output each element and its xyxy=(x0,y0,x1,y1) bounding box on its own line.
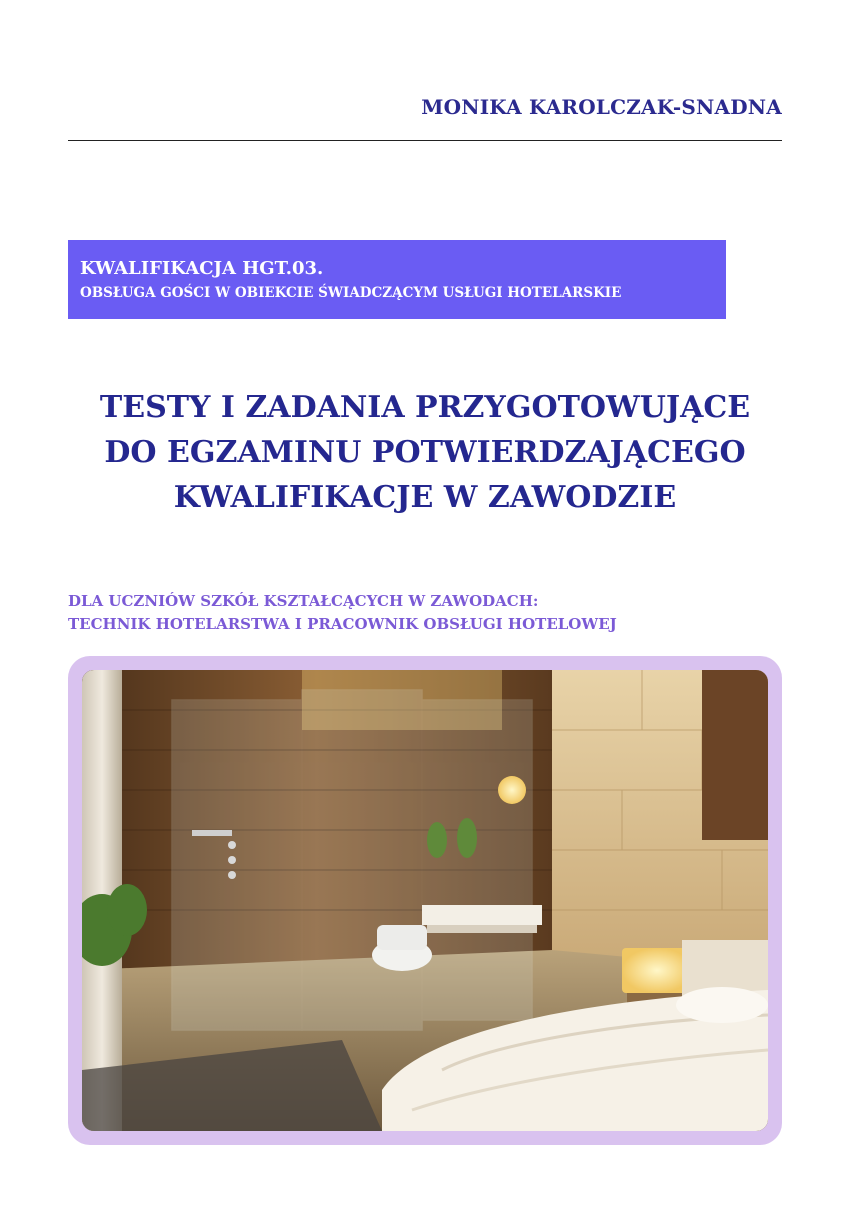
audience-line-1: DLA UCZNIÓW SZKÓŁ KSZTAŁCĄCYCH W ZAWODACH: xyxy=(68,592,539,610)
sink-counter xyxy=(422,905,542,925)
audience-text xyxy=(68,590,782,636)
title-line-2: DO EGZAMINU POTWIERDZAJĄCEGO xyxy=(104,435,746,470)
author-name: MONIKA KAROLCZAK-SNADNA xyxy=(421,95,782,119)
hotel-bathroom-illustration xyxy=(82,670,768,1131)
main-title xyxy=(68,385,782,520)
cover-photo xyxy=(82,670,768,1131)
header-rule xyxy=(68,140,782,141)
title-line-3: KWALIFIKACJE W ZAWODZIE xyxy=(173,480,677,515)
qualification-code: KWALIFIKACJA HGT.03. xyxy=(80,258,324,279)
qualification-name: OBSŁUGA GOŚCI W OBIEKCIE ŚWIADCZĄCYM USŁUGI HOTELARSKIE xyxy=(80,285,622,301)
audience-line-2: TECHNIK HOTELARSTWA I PRACOWNIK OBSŁUGI HOTELOWEJ xyxy=(68,615,617,633)
cover-photo-frame xyxy=(68,656,782,1145)
qualification-box xyxy=(68,240,726,319)
title-line-1: TESTY I ZADANIA PRZYGOTOWUJĄCE xyxy=(99,390,751,425)
bedside-lamp xyxy=(622,948,692,993)
